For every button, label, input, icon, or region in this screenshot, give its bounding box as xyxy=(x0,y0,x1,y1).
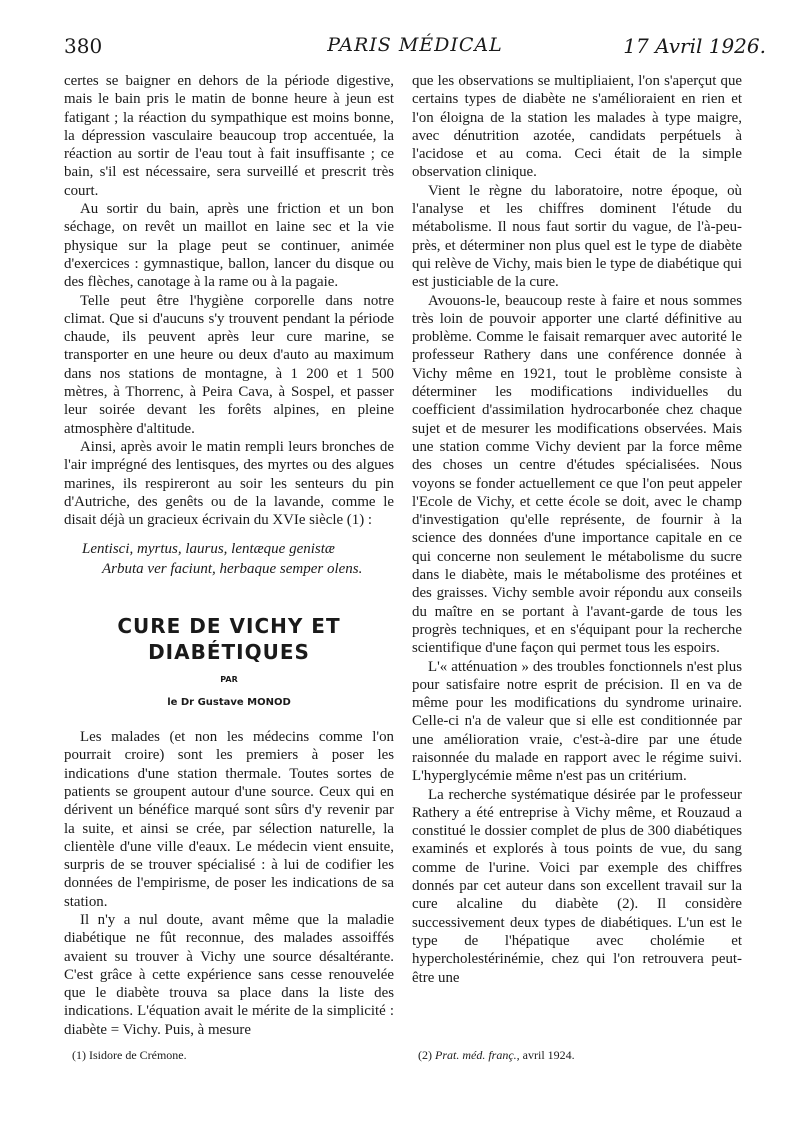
footnote-date: avril 1924. xyxy=(522,1048,575,1062)
article-title xyxy=(64,613,394,665)
right-column xyxy=(412,72,742,987)
page-number: 380 xyxy=(64,34,103,58)
page-header xyxy=(64,34,766,64)
paragraph: que les observations se multipliaient, l'on s'aperçut que certains types de diabète ne s'amélioraient en rien et l'on éloigna de la station les malades à type maigre, avec dénutrition azotée, candidats perpétuels à l'acidose et au coma. Ceci était de la simple observation clinique. xyxy=(412,73,742,181)
article-title-line: DIABÉTIQUES xyxy=(148,640,310,665)
paragraph: Avouons-le, beaucoup reste à faire et nous sommes très loin de pouvoir apporter une clarté définitive au problème. Comme le faisait remarquer avec autorité le professeur Rathery dans une conférence donnée à Vichy même en 1921, tout le problème consiste à déterminer les modifications individuelles du coefficient d'assimilation hydrocarbonée chez chaque sujet et de mesurer les modifications observées. Mais une station comme Vichy devient par la force même des choses un centre d'études spécialisées. Nous voyons se fonder actuellement ce que l'on peut appeler l'Ecole de Vichy, et cette école se doit, avec le champ d'investigation qu'elle représente, de fournir à la science des données d'une importance capitale en ce qui concerne non seulement le métabolisme du sucre dans le diabète, mais le métabolisme des protéines et des graisses. Vichy semble avoir répondu aux conseils du maître en se portant à l'avant-garde de tous les progrès techniques, et en s'équipant pour la recherche scientifique d'une façon qui permet tous les espoirs. xyxy=(412,292,742,657)
verse-line: Lentisci, myrtus, laurus, lentæque genistæ xyxy=(82,541,335,558)
issue-date: 17 Avril 1926. xyxy=(623,34,766,58)
left-column xyxy=(64,72,394,1039)
footnote-number: (2) xyxy=(418,1048,432,1062)
footnote-reference: Prat. méd. franç., xyxy=(435,1048,520,1062)
journal-title: PARIS MÉDICAL xyxy=(327,34,503,56)
paragraph: certes se baigner en dehors de la période digestive, mais le bain pris le matin de bonne heure à jeun est fatigant ; la réaction du sympathique est moins bonne, la dépression vasculaire beaucoup trop accentuée, la réaction au sortir de l'eau tout à fait insuffisante ; ce bain, s'il est nécessaire, sera surveillé et prescrit très court. xyxy=(64,73,394,199)
paragraph: Il n'y a nul doute, avant même que la maladie diabétique ne fût reconnue, des malades assoiffés avaient su trouver à Vichy une source désaltérante. C'est grâce à cette expérience sans cesse renouvelée que le diabète trouva sa place dans la liste des indications. L'équation avait le mérite de la simplicité : diabète = Vichy. Puis, à mesure xyxy=(64,911,394,1038)
paragraph: L'« atténuation » des troubles fonctionnels n'est plus pour satisfaire notre esprit de précision. Il en va de même pour les modifications du syndrome urinaire. Celle-ci n'a de valeur que si elle est conditionnée par une amélioration vraie, c'est-à-dire par une étude raisonnée du malade en rapport avec le régime suivi. L'hyperglycémie même n'est pas un critérium. xyxy=(412,658,742,785)
byline-par: PAR xyxy=(220,675,238,685)
article-title-line: CURE DE VICHY ET xyxy=(117,614,341,639)
paragraph: La recherche systématique désirée par le professeur Rathery a été entreprise à Vichy même, et Rouzaud a constitué le dossier complet de plus de 300 diabétiques examinés et explorés à tous points de vue, du sang comme de l'urine. Voici par exemple des chiffres donnés par cet auteur dans son excellent travail sur la cure alcaline du diabète (2). Il considère successivement deux types de diabétiques. L'un est le type de l'hépatique avec cholémie et hypercholestérinémie, chez qui l'on retrouvera peut-être une xyxy=(412,786,742,986)
paragraph: Au sortir du bain, après une friction et un bon séchage, on revêt un maillot en laine sec et la vie physique sur la plage peut se continuer, animée d'exercices : gymnastique, ballon, lancer du disque ou des flèches, canotage à la rame ou à la pagaie. xyxy=(64,201,394,291)
paragraph: Ainsi, après avoir le matin rempli leurs bronches de l'air imprégné des lentisques, des myrtes ou des algues marines, ils respireront au soir les senteurs du pin d'Autriche, des genêts ou de la lavande, comme le disait déjà un gracieux écrivain du XVIe siècle (1) : xyxy=(64,438,394,529)
verse-line: Arbuta ver faciunt, herbaque semper olens. xyxy=(102,561,363,578)
paragraph: Les malades (et non les médecins comme l'on pourrait croire) sont les premiers à poser les indications d'une station thermale. Toutes sortes de patients se groupent autour d'une source. Ceux qui en dérivent un bénéfice marqué sont sûrs d'y revenir par la suite, et ainsi se crée, par sélection naturelle, la clientèle d'une ville d'eaux. Le médecin vient ensuite, surpris de se trouver spécialisé : à lui de codifier les données de l'empirisme, de poser les indications de sa station. xyxy=(64,729,394,910)
footnote-2 xyxy=(418,1048,575,1063)
article-author: le Dr Gustave MONOD xyxy=(167,696,291,708)
latin-verse xyxy=(82,539,394,579)
paragraph: Telle peut être l'hygiène corporelle dans notre climat. Que si d'aucuns s'y trouvent pendant la période chaude, ils peuvent après leur cure marine, se transporter en une heure ou deux d'auto au maximum dans nos stations de montagne, à 1 200 et 1 500 mètres, à Thorrenc, à Peira Cava, à Sospel, et passer leur soirée devant les forêts alpines, en pleine atmosphère d'altitude. xyxy=(64,292,394,437)
paragraph: Vient le règne du laboratoire, notre époque, où l'analyse et les chiffres dominent l'étude du métabolisme. Il nous faut sortir du vague, de l'à-peu-près, et déterminer non plus quel est le type de diabète qui relève de Vichy, mais bien le type de diabétique qui est justiciable de la cure. xyxy=(412,182,742,291)
footnote-1: (1) Isidore de Crémone. xyxy=(72,1048,187,1062)
